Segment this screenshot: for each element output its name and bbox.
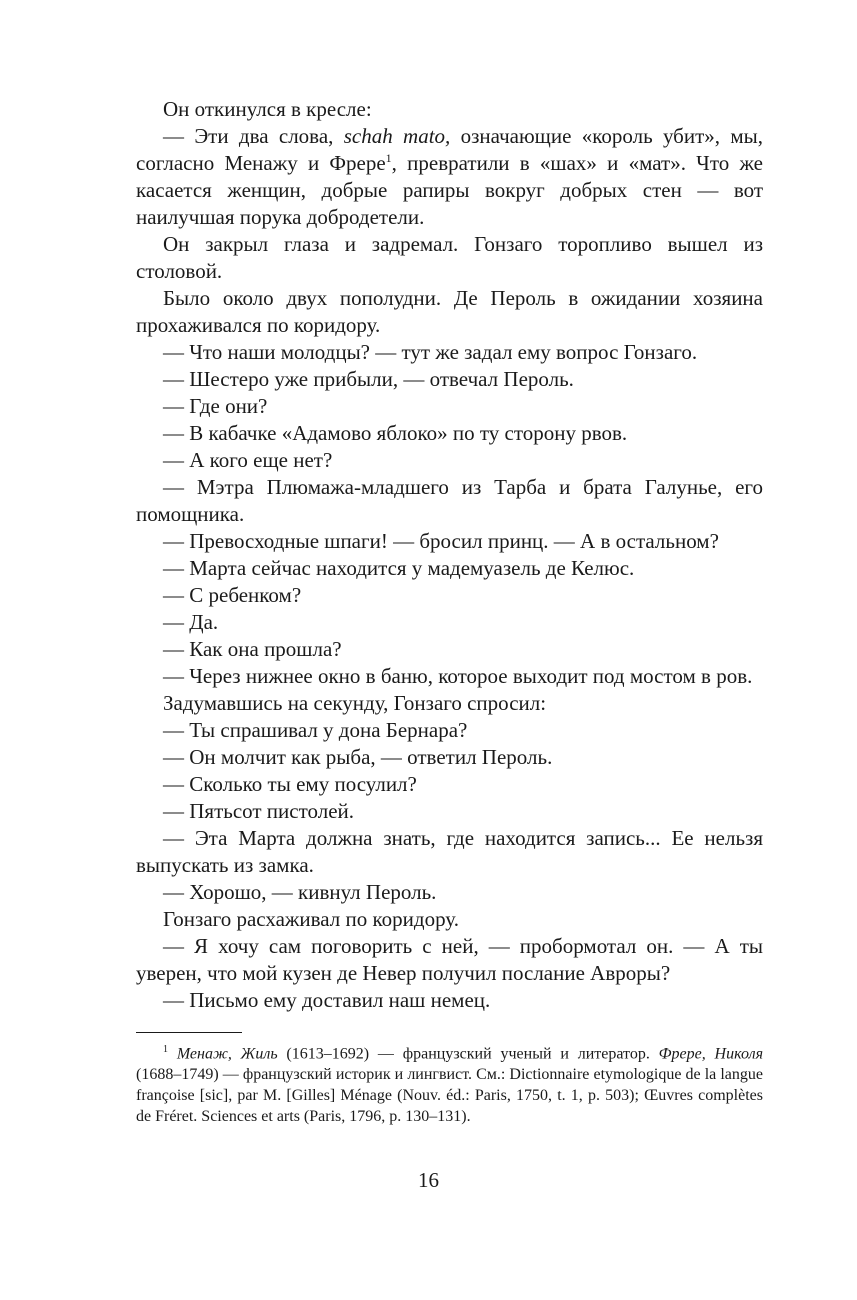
paragraph [136, 285, 763, 339]
text-run: (1688–1749) — французский историк и лингвист. См.: Dictionnaire etymologique de la langue françoise [sic], par M. [Gilles] Ménage (Nouv. éd.: Paris, 1750, t. 1, p. 503); Œuvres complètes de Fréret. Sciences et arts (Paris, 1796, p. 130–131). [136, 1066, 763, 1126]
text-run: — Да. [163, 610, 219, 634]
paragraph [136, 933, 763, 987]
paragraph [136, 582, 763, 609]
text-run: — В кабачке «Адамово яблоко» по ту сторону рвов. [163, 421, 628, 445]
footnote [136, 1039, 763, 1127]
footnote-marker: 1 [163, 1044, 168, 1055]
paragraph [136, 528, 763, 555]
text-run: — Превосходные шпаги! — бросил принц. — А в остальном? [163, 529, 719, 553]
paragraph [136, 717, 763, 744]
text-run: — Я хочу сам поговорить с ней, — пробормотал он. — А ты уверен, что мой кузен де Невер получил послание Авроры? [136, 934, 763, 985]
text-run: — С ребенком? [163, 583, 302, 607]
text-run: — Ты спрашивал у дона Бернара? [163, 718, 468, 742]
text-run: — Через нижнее окно в баню, которое выходит под мостом в ров. [163, 664, 753, 688]
paragraph [136, 879, 763, 906]
text-run: — Где они? [163, 394, 268, 418]
paragraph [136, 96, 763, 123]
text-run: Гонзаго расхаживал по коридору. [163, 907, 459, 931]
book-page [136, 96, 763, 1127]
text-run: — Он молчит как рыба, — ответил Пероль. [163, 745, 553, 769]
page-number: 16 [418, 1168, 439, 1192]
paragraph [136, 771, 763, 798]
paragraph [136, 393, 763, 420]
text-run: — Письмо ему доставил наш немец. [163, 988, 491, 1012]
paragraph [136, 609, 763, 636]
text-run: — Эти два слова, [163, 124, 344, 148]
text-run: , превратили в «шах» и «мат». Что же касается женщин, добрые рапиры вокруг добрых стен — вот наилучшая порука добродетели. [136, 151, 764, 229]
body-text [136, 96, 763, 1014]
paragraph [136, 231, 763, 285]
text-run: — Марта сейчас находится у мадемуазель де Келюс. [163, 556, 635, 580]
footnote-reference: 1 [385, 151, 392, 165]
paragraph [136, 636, 763, 663]
text-run: — Пятьсот пистолей. [163, 799, 355, 823]
paragraph [136, 825, 763, 879]
text-run: — Что наши молодцы? — тут же задал ему вопрос Гонзаго. [163, 340, 698, 364]
text-run: (1613–1692) — французский ученый и литератор. [277, 1045, 659, 1063]
text-run: — А кого еще нет? [163, 448, 333, 472]
paragraph [136, 690, 763, 717]
text-run: — Эта Марта должна знать, где находится запись... Ее нельзя выпускать из замка. [136, 826, 763, 877]
italic-text: Менаж, Жиль [176, 1045, 278, 1063]
text-run: Было около двух пополудни. Де Пероль в ожидании хозяина прохаживался по коридору. [136, 286, 763, 337]
text-run: — Мэтра Плюмажа-младшего из Тарба и брата Галунье, его помощника. [136, 475, 763, 526]
paragraph [136, 906, 763, 933]
paragraph [136, 555, 763, 582]
paragraph [136, 123, 763, 231]
paragraph [136, 744, 763, 771]
text-run: — Шестеро уже прибыли, — отвечал Пероль. [163, 367, 574, 391]
text-run: означающие «король убит», мы, согласно Менажу и Фрере [136, 124, 764, 175]
text-run: Он закрыл глаза и задремал. Гонзаго торопливо вышел из столовой. [136, 232, 763, 283]
text-run: Задумавшись на секунду, Гонзаго спросил: [163, 691, 547, 715]
paragraph [136, 987, 763, 1014]
italic-text: schah mato, [343, 124, 451, 148]
paragraph [136, 474, 763, 528]
paragraph [136, 339, 763, 366]
footnote-rule [136, 1032, 242, 1033]
paragraph [136, 798, 763, 825]
text-run: — Хорошо, — кивнул Пероль. [163, 880, 437, 904]
text-run: Он откинулся в кресле: [163, 97, 372, 121]
text-run: — Сколько ты ему посулил? [163, 772, 417, 796]
text-run: — Как она прошла? [163, 637, 342, 661]
paragraph [136, 447, 763, 474]
italic-text: Фрере, Николя [658, 1045, 763, 1063]
paragraph [136, 366, 763, 393]
paragraph [136, 420, 763, 447]
paragraph [136, 663, 763, 690]
